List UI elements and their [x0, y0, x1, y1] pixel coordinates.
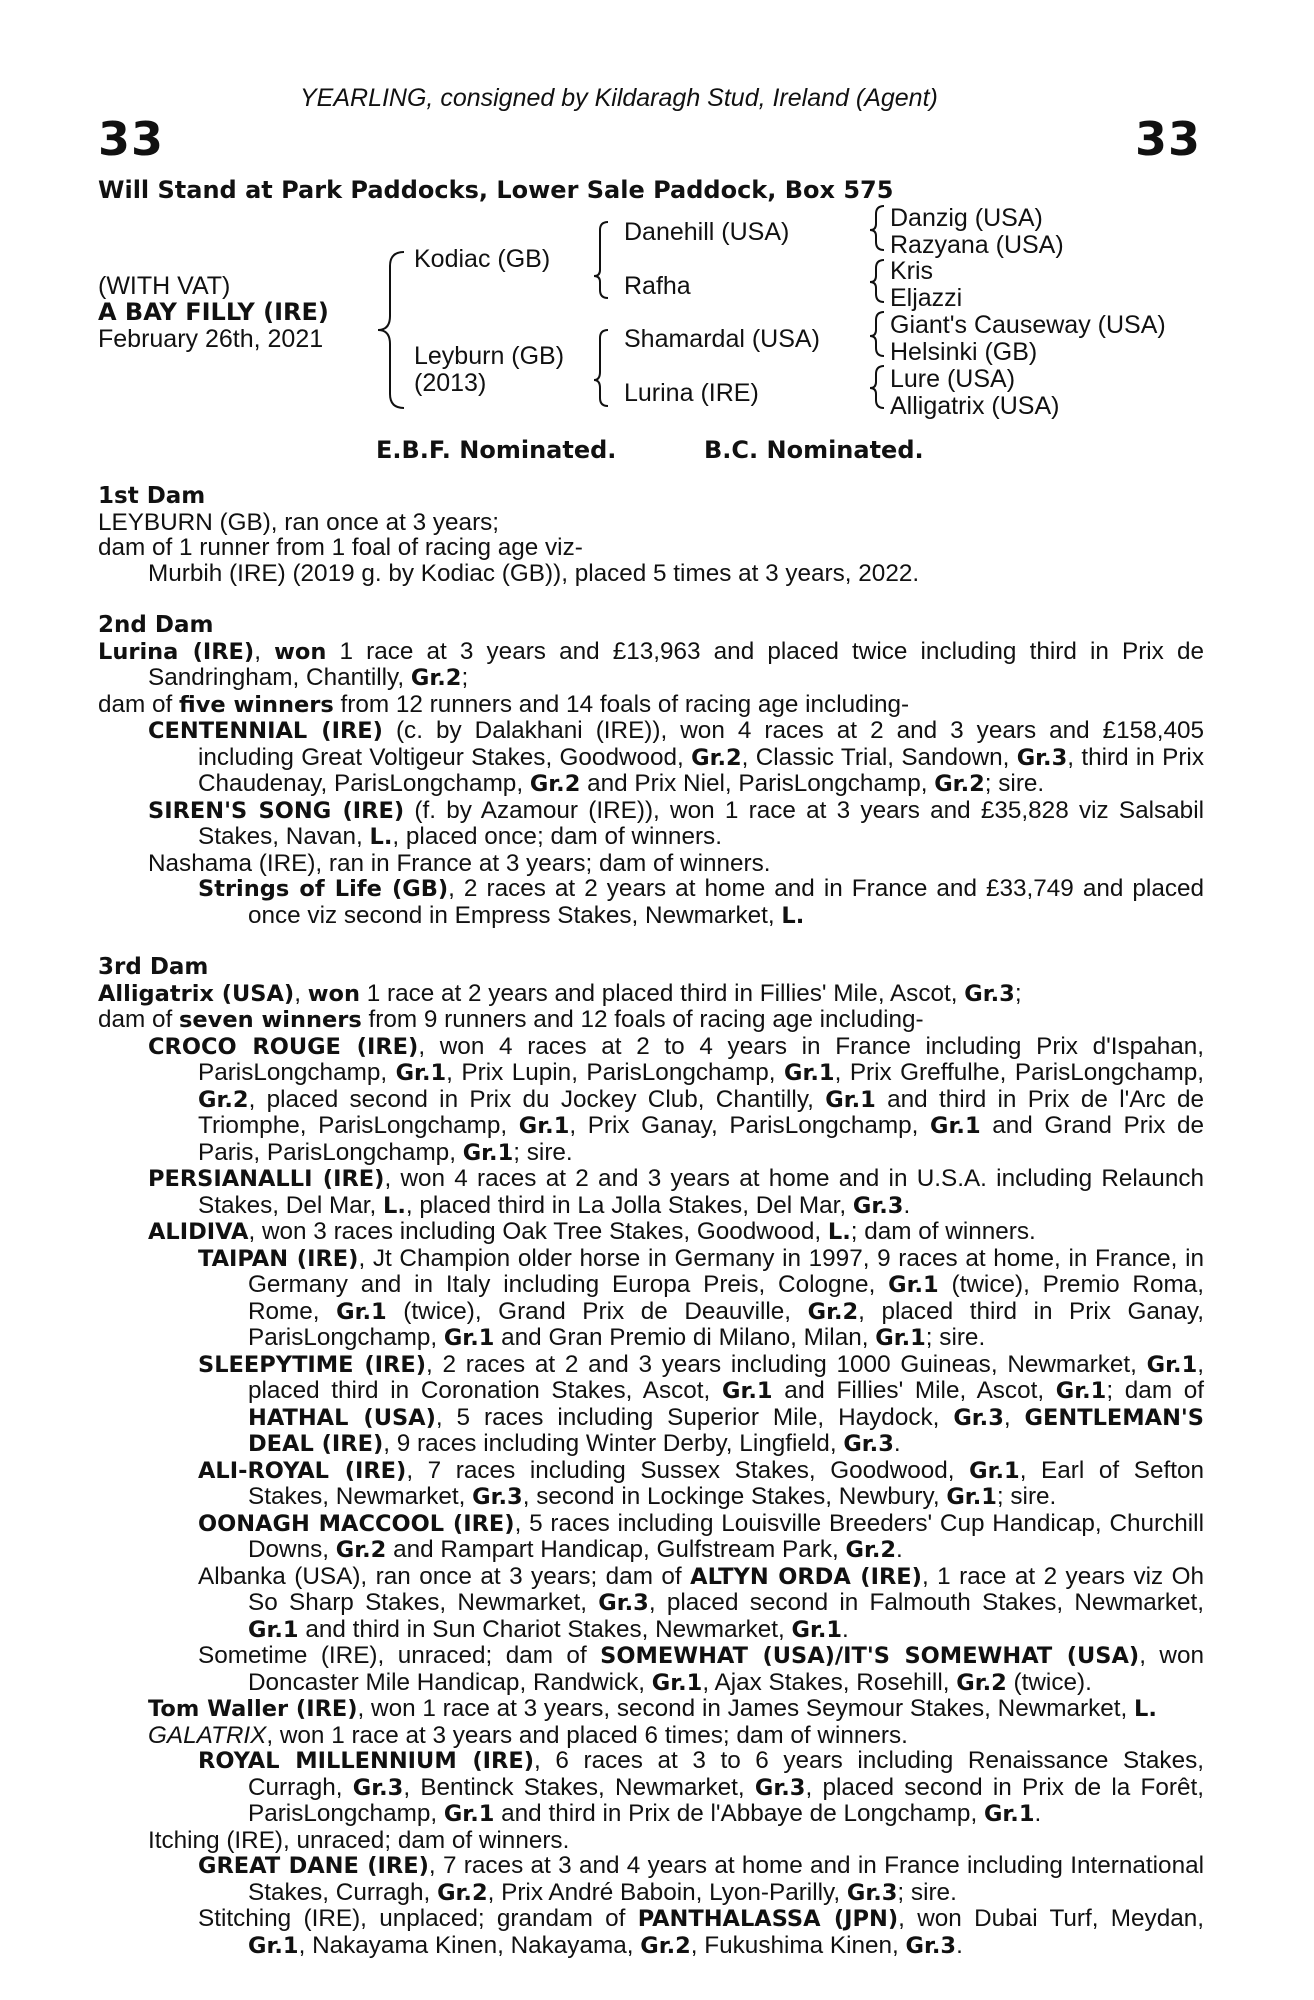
second-dam-entry: Lurina (IRE), won 1 race at 3 years and £13,963 and placed twice including third in Prix de Sandringham, Chantilly, Gr.2;	[98, 637, 1204, 691]
pedigree-body	[98, 484, 1204, 1959]
horse-name: ALIDIVA	[148, 1219, 249, 1245]
ebf-nomination: E.B.F. Nominated.	[376, 436, 617, 464]
horse-name: SLEEPYTIME (IRE)	[198, 1351, 427, 1378]
third-dam-entry: Tom Waller (IRE), won 1 race at 3 years, second in James Seymour Stakes, Newmarket, L.	[148, 1695, 1157, 1722]
third-dam-entry: ALI-ROYAL (IRE), 7 races including Sussex Stakes, Goodwood, Gr.1, Earl of Sefton Stakes, Newmarket, Gr.3, second in Lockinge Stakes, Newbury, Gr.1; sire.	[198, 1456, 1204, 1510]
lot-title: A BAY FILLY (IRE)	[98, 298, 329, 326]
horse-name: TAIPAN (IRE)	[198, 1245, 359, 1272]
sire-name: Kodiac (GB)	[414, 245, 551, 273]
second-dam-entry: SIREN'S SONG (IRE) (f. by Azamour (IRE)), won 1 race at 3 years and £35,828 viz Salsabil Stakes, Navan, L., placed once; dam of winners.	[148, 796, 1204, 850]
third-dam-entry: PERSIANALLI (IRE), won 4 races at 2 and 3 years at home and in U.S.A. including Relaunch Stakes, Del Mar, L., placed third in La Jolla Stakes, Del Mar, Gr.3.	[148, 1165, 1204, 1219]
first-dam-line: Murbih (IRE) (2019 g. by Kodiac (GB)), placed 5 times at 3 years, 2022.	[148, 559, 920, 587]
dam-dam: Lurina (IRE)	[624, 379, 759, 407]
dam-name: Leyburn (GB)	[414, 342, 565, 370]
gen3-6: Helsinki (GB)	[890, 338, 1038, 366]
vat-note: (WITH VAT)	[98, 272, 231, 300]
second-dam-entry: dam of five winners from 12 runners and 14 foals of racing age including-	[98, 690, 910, 718]
sire-sire: Danehill (USA)	[624, 218, 790, 246]
horse-name: GREAT DANE (IRE)	[198, 1853, 429, 1879]
third-dam-entry: Sometime (IRE), unraced; dam of SOMEWHAT (USA)/IT'S SOMEWHAT (USA), won Doncaster Mile Handicap, Randwick, Gr.1, Ajax Stakes, Rosehill, Gr.2 (twice).	[198, 1642, 1204, 1696]
dam-year: (2013)	[414, 369, 487, 397]
third-dam-entry: OONAGH MACCOOL (IRE), 5 races including Louisville Breeders' Cup Handicap, Churchill Downs, Gr.2 and Rampart Handicap, Gulfstream Park, Gr.2.	[198, 1509, 1204, 1563]
horse-name: SIREN'S SONG (IRE)	[148, 797, 405, 824]
horse-name: Alligatrix (USA)	[98, 980, 295, 1007]
third-dam-entry: GREAT DANE (IRE), 7 races at 3 and 4 years at home and in France including International Stakes, Curragh, Gr.2, Prix André Baboin, Lyon-Parilly, Gr.3; sire.	[198, 1852, 1204, 1906]
horse-name: Lurina (IRE)	[98, 638, 255, 665]
gen3-8: Alligatrix (USA)	[890, 392, 1060, 420]
stand-location: Will Stand at Park Paddocks, Lower Sale Paddock, Box 575	[98, 176, 894, 204]
horse-name: CROCO ROUGE (IRE)	[148, 1033, 419, 1060]
horse-name: Strings of Life (GB)	[198, 876, 449, 902]
third-dam-entry: Alligatrix (USA), won 1 race at 2 years and placed third in Fillies' Mile, Ascot, Gr.3;	[98, 979, 1022, 1007]
third-dam-entry: dam of seven winners from 9 runners and 12 foals of racing age including-	[98, 1006, 924, 1033]
horse-name: ALI-ROYAL (IRE)	[198, 1457, 407, 1484]
gen3-4: Eljazzi	[890, 284, 963, 312]
third-dam-entry: ROYAL MILLENNIUM (IRE), 6 races at 3 to 6 years including Renaissance Stakes, Curragh, Gr.3, Bentinck Stakes, Newmarket, Gr.3, placed second in Prix de la Forêt, ParisLongchamp, Gr.1 and third in Prix de l'Abbaye de Longchamp, Gr.1.	[198, 1747, 1204, 1827]
second-dam-entry: CENTENNIAL (IRE) (c. by Dalakhani (IRE)), won 4 races at 2 and 3 years and £158,405 including Great Voltigeur Stakes, Goodwood, Gr.2, Classic Trial, Sandown, Gr.3, third in Prix Chaudenay, ParisLongchamp, Gr.2 and Prix Niel, ParisLongchamp, Gr.2; sire.	[148, 717, 1204, 797]
second-dam-entry: Strings of Life (GB), 2 races at 2 years at home and in France and £33,749 and placed once viz second in Empress Stakes, Newmarket, L.	[198, 875, 1204, 929]
gen3-1: Danzig (USA)	[890, 204, 1043, 232]
second-dam-entry: Nashama (IRE), ran in France at 3 years; dam of winners.	[148, 849, 771, 877]
dam-sire: Shamardal (USA)	[624, 325, 820, 353]
horse-name: CENTENNIAL (IRE)	[148, 718, 383, 744]
second-dam-heading: 2nd Dam	[98, 612, 214, 638]
consignor-line: YEARLING, consigned by Kildaragh Stud, Ireland (Agent)	[300, 84, 938, 112]
third-dam-entry: ALIDIVA, won 3 races including Oak Tree Stakes, Goodwood, L.; dam of winners.	[148, 1218, 1036, 1245]
gen3-5: Giant's Causeway (USA)	[890, 311, 1166, 339]
first-dam-line: LEYBURN (GB), ran once at 3 years;	[98, 508, 500, 536]
third-dam-entry: CROCO ROUGE (IRE), won 4 races at 2 to 4 years in France including Prix d'Ispahan, ParisLongchamp, Gr.1, Prix Lupin, ParisLongchamp, Gr.1, Prix Greffulhe, ParisLongchamp, Gr.2, placed second in Prix du Jockey Club, Chantilly, Gr.1 and third in Prix de l'Arc de Triomphe, ParisLongchamp, Gr.1, Prix Ganay, ParisLongchamp, Gr.1 and Grand Prix de Paris, ParisLongchamp, Gr.1; sire.	[148, 1032, 1205, 1166]
horse-name: OONAGH MACCOOL (IRE)	[198, 1510, 515, 1537]
gen3-2: Razyana (USA)	[890, 231, 1064, 259]
third-dam-entry: TAIPAN (IRE), Jt Champion older horse in Germany in 1997, 9 races at home, in France, in Germany and in Italy including Europa Preis, Cologne, Gr.1 (twice), Premio Roma, Rome, Gr.1 (twice), Grand Prix de Deauville, Gr.2, placed third in Prix Ganay, ParisLongchamp, Gr.1 and Gran Premio di Milano, Milan, Gr.1; sire.	[198, 1244, 1204, 1351]
third-dam-entry: Itching (IRE), unraced; dam of winners.	[148, 1826, 570, 1854]
foaled-date: February 26th, 2021	[98, 325, 324, 353]
bc-nomination: B.C. Nominated.	[704, 436, 924, 464]
third-dam-entry: SLEEPYTIME (IRE), 2 races at 2 and 3 years including 1000 Guineas, Newmarket, Gr.1, placed third in Coronation Stakes, Ascot, Gr.1 and Fillies' Mile, Ascot, Gr.1; dam of HATHAL (USA), 5 races including Superior Mile, Haydock, Gr.3, GENTLEMAN'S DEAL (IRE), 9 races including Winter Derby, Lingfield, Gr.3.	[198, 1350, 1205, 1457]
gen3-7: Lure (USA)	[890, 365, 1016, 393]
third-dam-entry: Stitching (IRE), unplaced; grandam of PANTHALASSA (JPN), won Dubai Turf, Meydan, Gr.1, Nakayama Kinen, Nakayama, Gr.2, Fukushima Kinen, Gr.3.	[198, 1905, 1204, 1959]
third-dam-heading: 3rd Dam	[98, 954, 209, 980]
sire-dam: Rafha	[624, 272, 691, 300]
horse-name: PERSIANALLI (IRE)	[148, 1166, 385, 1192]
first-dam-line: dam of 1 runner from 1 foal of racing age viz-	[98, 534, 583, 561]
gen3-3: Kris	[890, 257, 934, 285]
horse-name: ROYAL MILLENNIUM (IRE)	[198, 1748, 535, 1774]
horse-name: Tom Waller (IRE)	[148, 1696, 358, 1722]
lot-number-left: 33	[98, 112, 165, 166]
third-dam-entry: Albanka (USA), ran once at 3 years; dam of ALTYN ORDA (IRE), 1 race at 2 years viz Oh So Sharp Stakes, Newmarket, Gr.3, placed second in Falmouth Stakes, Newmarket, Gr.1 and third in Sun Chariot Stakes, Newmarket, Gr.1.	[198, 1562, 1205, 1643]
lot-number-right: 33	[1135, 112, 1202, 166]
first-dam-heading: 1st Dam	[98, 483, 206, 509]
third-dam-entry: GALATRIX, won 1 race at 3 years and placed 6 times; dam of winners.	[148, 1721, 908, 1749]
